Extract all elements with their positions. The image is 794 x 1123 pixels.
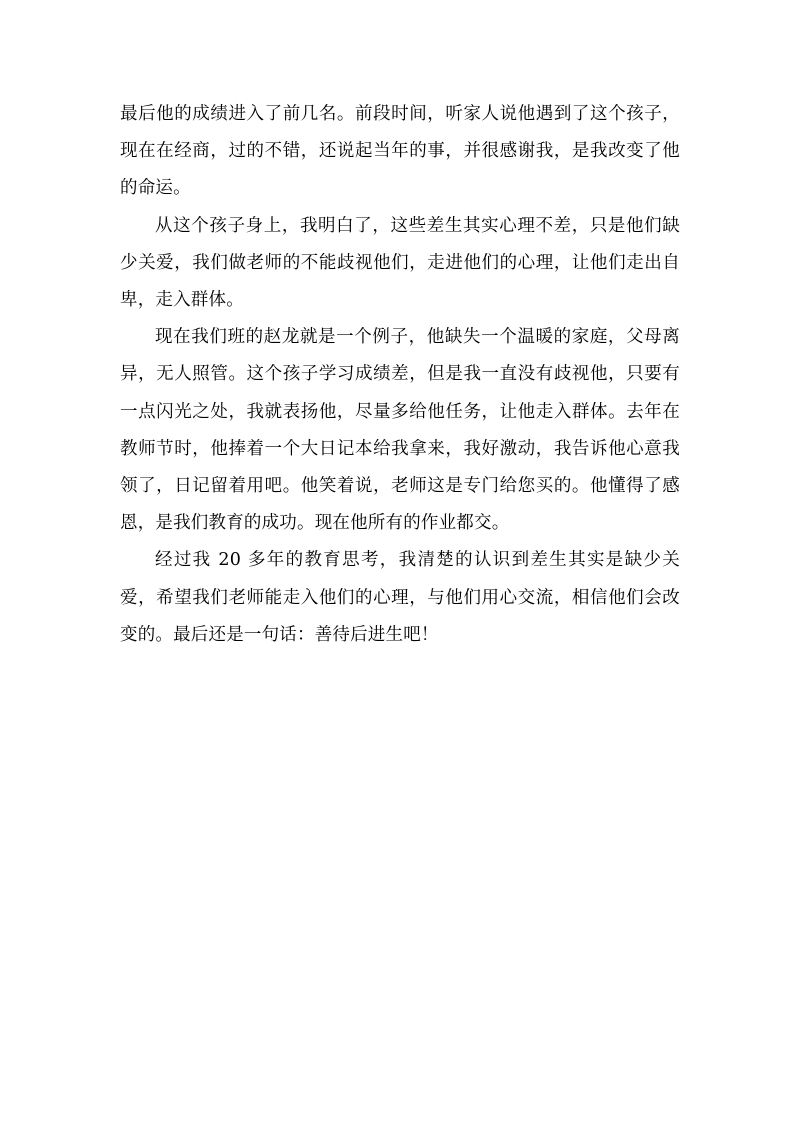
paragraph-3: 现在我们班的赵龙就是一个例子，他缺失一个温暖的家庭，父母离异，无人照管。这个孩子学习成绩差，但是我一直没有歧视他，只要有一点闪光之处，我就表扬他，尽量多给他任务，让他走入群体。去年在教师节时，他捧着一个大日记本给我拿来，我好激动，我告诉他心意我领了，日记留着用吧。他笑着说，老师这是专门给您买的。他懂得了感恩，是我们教育的成功。现在他所有的作业都交。 <box>120 327 680 534</box>
paragraph-1: 最后他的成绩进入了前几名。前段时间，听家人说他遇到了这个孩子，现在在经商，过的不错，还说起当年的事，并很感谢我，是我改变了他的命运。 <box>120 104 680 199</box>
paragraph-4: 经过我 20 多年的教育思考，我清楚的认识到差生其实是缺少关爱，希望我们老师能走入他们的心理，与他们用心交流，相信他们会改变的。最后还是一句话：善待后进生吧！ <box>120 550 680 645</box>
document-body <box>120 96 680 654</box>
paragraph-2: 从这个孩子身上，我明白了，这些差生其实心理不差，只是他们缺少关爱，我们做老师的不能歧视他们，走进他们的心理，让他们走出自卑，走入群体。 <box>120 215 680 311</box>
